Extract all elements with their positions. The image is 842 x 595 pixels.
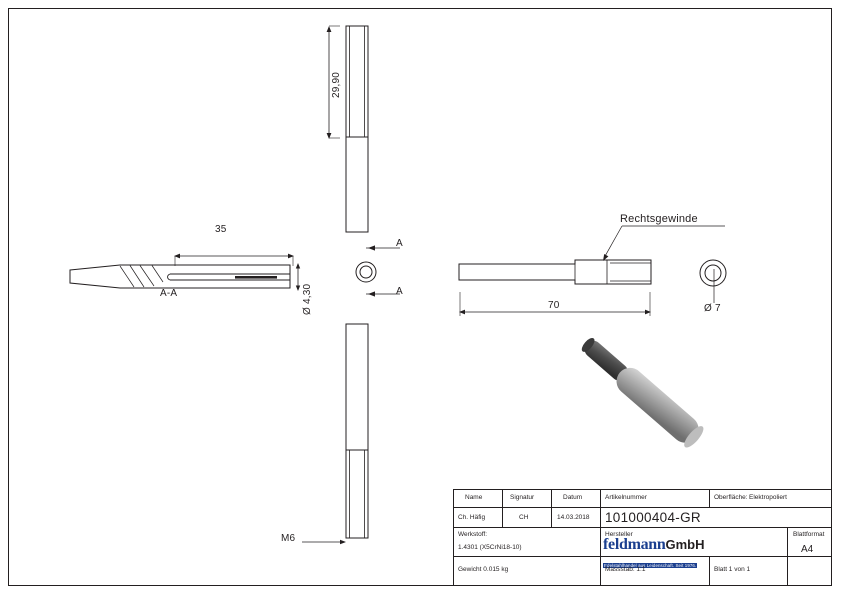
td-sheet-value: Blatt 1 von 1 xyxy=(714,566,751,573)
company-tagline: Edelstahlhandel aus Leidenschaft. Seit 1976. xyxy=(604,563,697,568)
td-created-by-initials: CH xyxy=(519,514,529,521)
th-manufacturer: Hersteller xyxy=(605,531,633,538)
dim-35-label: 35 xyxy=(215,224,227,235)
bottom-vertical-view xyxy=(338,322,378,544)
td-sheet-format-value: A4 xyxy=(801,544,814,555)
rechtsgewinde-label: Rechtsgewinde xyxy=(620,213,698,225)
td-date: 14.03.2018 xyxy=(557,514,590,521)
dim-70-label: 70 xyxy=(548,300,560,311)
section-arrow-label-bottom: A xyxy=(396,286,403,297)
th-article-number: Artikelnummer xyxy=(605,494,647,501)
article-number-value: 101000404-GR xyxy=(605,510,701,525)
th-material: Werkstoff: xyxy=(458,531,488,538)
top-vertical-view xyxy=(338,24,378,234)
td-scale-value: Massstab: 1:1 xyxy=(605,566,646,573)
dim-35-line xyxy=(170,236,300,266)
dim-7-label: Ø 7 xyxy=(704,303,721,314)
section-arrow-label-top: A xyxy=(396,238,403,249)
th-name: Name xyxy=(465,494,483,501)
company-name: feldmann xyxy=(603,536,666,553)
td-surface-value: Elektropoliert xyxy=(749,494,787,501)
th-surface: Oberfläche: xyxy=(714,494,748,501)
title-block xyxy=(453,489,832,586)
isometric-render xyxy=(560,330,720,455)
th-signature: Signatur xyxy=(510,494,535,501)
dim-m6-label: M6 xyxy=(281,533,296,544)
dim-4-30-label: Ø 4,30 xyxy=(302,283,313,315)
dim-29-90-label: 29,90 xyxy=(331,71,342,98)
dim-70-line xyxy=(455,292,665,320)
td-weight-value: Gewicht 0.015 kg xyxy=(458,566,509,573)
company-suffix: GmbH xyxy=(665,537,705,552)
td-material-value: 1.4301 (X5CrNi18-10) xyxy=(458,544,522,551)
th-sheet-format: Blattformat xyxy=(793,531,825,538)
td-created-by-role: Ch. Häfig xyxy=(458,514,486,521)
th-date: Datum xyxy=(563,494,583,501)
section-aa-label: A-A xyxy=(160,288,178,299)
m6-leader xyxy=(292,530,352,554)
